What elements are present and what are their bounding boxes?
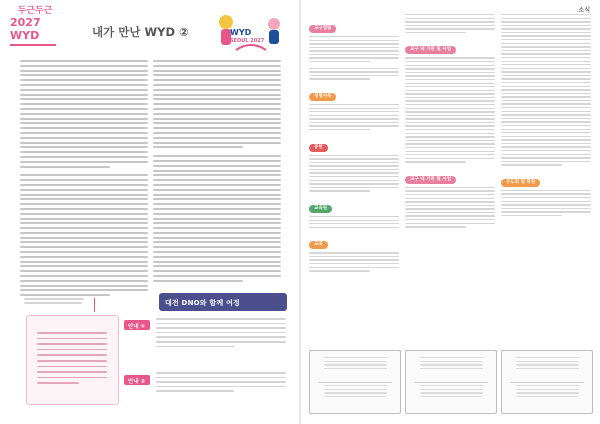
wyd-info-box (26, 315, 119, 405)
article-column-1 (20, 60, 148, 299)
section-ribbon: 생명사목 (309, 93, 336, 101)
footnote-divider (94, 298, 95, 312)
brand-underline (10, 44, 56, 46)
notice-entry-2 (156, 372, 286, 395)
brand-title: 2027 WYD (10, 16, 41, 42)
mascot-subtitle: SEOUL 2027 (230, 38, 265, 44)
news-column-b (405, 14, 495, 230)
brand-tagline: 두근두근 (17, 6, 53, 16)
wyd-mascot-illustration (216, 10, 286, 58)
section-ribbon: 교육 (309, 241, 328, 249)
notice-tag-1: 안내 ① (124, 320, 150, 330)
notice-entry-1 (156, 318, 286, 350)
wyd-brand-logo (10, 6, 60, 46)
section-label: 소식 (578, 7, 590, 14)
section-ribbon: 교구 내 기관 및 사업 (405, 176, 456, 184)
article-footnote (24, 298, 84, 307)
bottom-notice-box-3 (501, 350, 593, 414)
section-ribbon: 교구 내 기관 및 사업 (405, 46, 456, 54)
article-column-2 (153, 60, 281, 285)
mascot-title: WYD (230, 28, 252, 37)
article-title: 내가 만난 WYD ② (92, 25, 189, 39)
news-column-a (309, 14, 399, 274)
bottom-notice-box-1 (309, 350, 401, 414)
section-ribbon: 교구열림 (309, 25, 336, 33)
left-page (0, 0, 299, 424)
banner-label: 대전 DNO와 함께 여정 (165, 299, 240, 307)
section-ribbon: 수도회 및 학원 (501, 179, 540, 187)
section-ribbon: 봉헌 (309, 144, 328, 152)
bottom-notice-box-2 (405, 350, 497, 414)
notice-tag-2: 안내 ② (124, 375, 150, 385)
news-column-c (501, 14, 591, 218)
section-ribbon: 교육원 (309, 205, 332, 213)
dno-journey-banner[interactable] (159, 293, 287, 311)
right-page (301, 0, 600, 424)
